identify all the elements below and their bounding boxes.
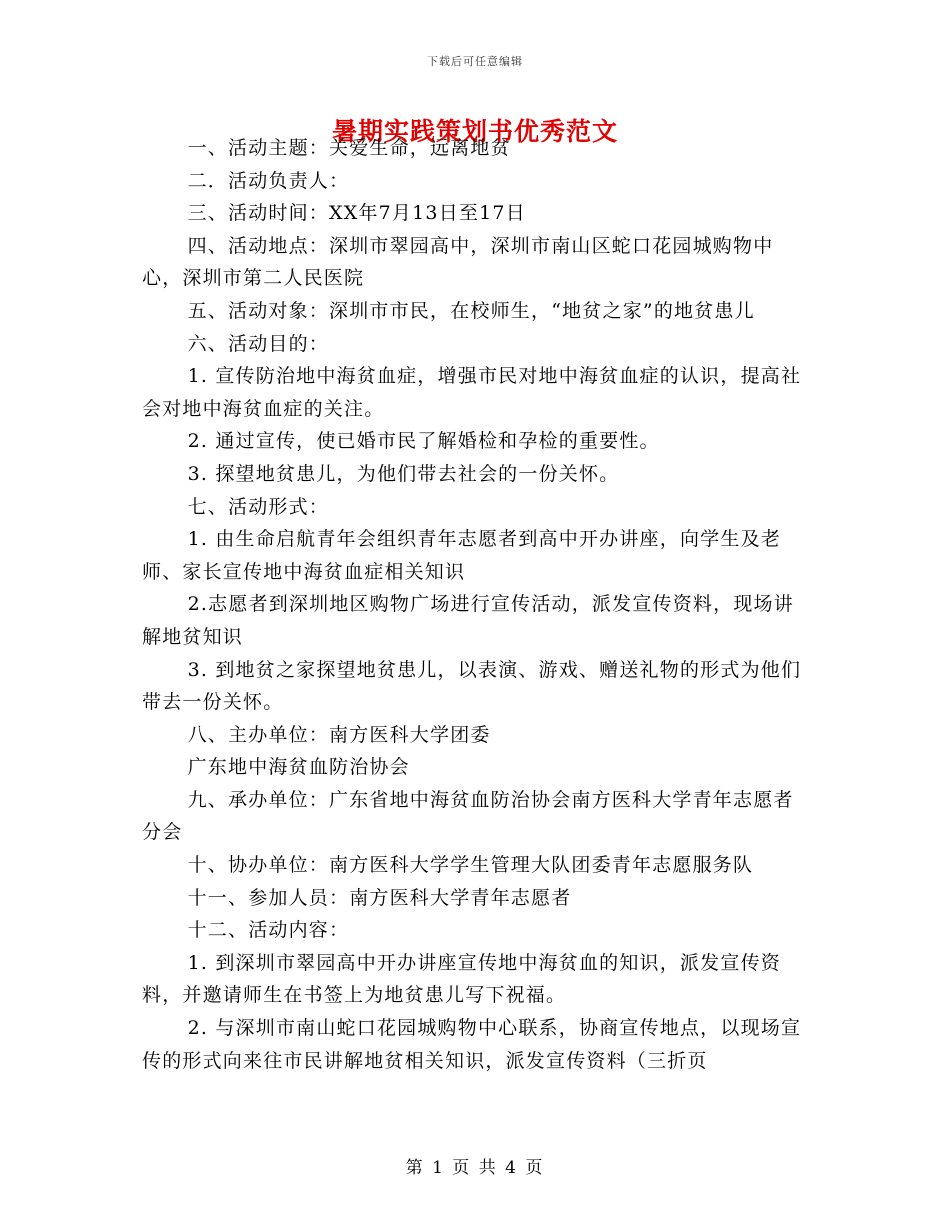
paragraph: 十一、参加人员：南方医科大学青年志愿者 (187, 886, 572, 909)
paragraph: 九、承办单位：广东省地中海贫血防治协会南方医科大学青年志愿者分会 (142, 788, 794, 844)
paragraph: 3. 探望地贫患儿，为他们带去社会的一份关怀。 (187, 462, 620, 485)
paragraph: 3. 到地贫之家探望地贫患儿，以表演、游戏、赠送礼物的形式为他们带去一份关怀。 (142, 658, 802, 714)
document-title: 暑期实践策划书优秀范文 (331, 117, 618, 146)
document-body (142, 132, 808, 1077)
paragraph: 六、活动目的： (187, 332, 329, 355)
paragraph: 1. 到深圳市翠园高中开办讲座宣传地中海贫血的知识，派发宣传资料，并邀请师生在书签上为地贫患儿写下祝福。 (142, 951, 781, 1007)
paragraph: 四、活动地点：深圳市翠园高中，深圳市南山区蛇口花园城购物中心，深圳市第二人民医院 (142, 234, 774, 290)
paragraph: 三、活动时间：XX年7月13日至17日 (187, 202, 526, 225)
paragraph: 1. 宣传防治地中海贫血症，增强市民对地中海贫血症的认识，提高社会对地中海贫血症的关注。 (142, 365, 802, 420)
paragraph: 2. 通过宣传，使已婚市民了解婚检和孕检的重要性。 (187, 430, 660, 453)
paragraph: 十二、活动内容： (187, 919, 350, 942)
paragraph: 广东地中海贫血防治协会 (187, 756, 410, 779)
paragraph: 2.志愿者到深圳地区购物广场进行宣传活动，派发宣传资料，现场讲解地贫知识 (142, 593, 794, 648)
paragraph: 一、活动主题：关爱生命，远离地贫 (187, 137, 511, 159)
paragraph: 1. 由生命启航青年会组织青年志愿者到高中开办讲座，向学生及老师、家长宣传地中海贫血症相关知识 (142, 528, 781, 583)
page-header-note: 下载后可任意编辑 (427, 55, 523, 68)
paragraph: 二．活动负责人： (187, 169, 350, 192)
paragraph: 五、活动对象：深圳市市民，在校师生，“地贫之家”的地贫患儿 (187, 299, 755, 322)
page-number: 第 1 页 共 4 页 (405, 1158, 545, 1178)
paragraph: 七、活动形式： (187, 495, 329, 518)
paragraph: 八、主办单位：南方医科大学团委 (187, 723, 491, 746)
paragraph: 2. 与深圳市南山蛇口花园城购物中心联系，协商宣传地点，以现场宣传的形式向来往市民讲解地贫相关知识，派发宣传资料（三折页 (142, 1017, 802, 1072)
paragraph: 十、协办单位：南方医科大学学生管理大队团委青年志愿服务队 (187, 854, 754, 877)
